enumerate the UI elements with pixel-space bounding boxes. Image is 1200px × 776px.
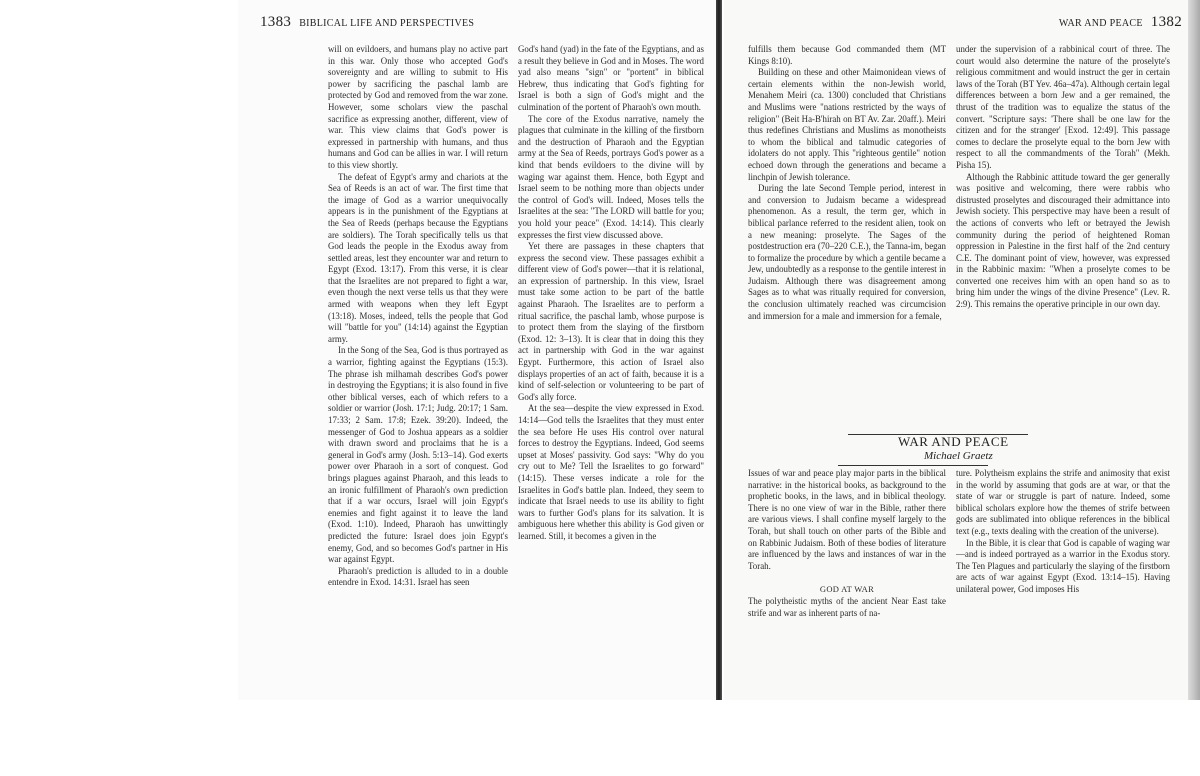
left-running-header	[260, 14, 474, 31]
author-rule	[838, 465, 988, 466]
paragraph: Yet there are passages in these chapters that express the second view. These passages exhibit a different view of God's power—that it is relational, an expression of partnership. In this view, Israel must take some action to be part of the battle against Pharaoh. The Israelites are to perform a ritual sacrifice, the paschal lamb, whose purpose is to protect them from the slaying of the firstborn (Exod. 12: 3–13). It is clear that in doing this they act in partnership with God in the war against Egypt. Furthermore, this action of Israel also displays properties of an act of faith, because it is a kind of self-selection or volunteering to be part of God's ally force.	[518, 241, 704, 402]
section-subhead: GOD AT WAR	[819, 584, 875, 595]
paragraph: During the late Second Temple period, interest in and conversion to Judaism became a widespread phenomenon. As a result, the term ger, which in biblical parlance referred to the resident alien, took on a new meaning: proselyte. The Sages of the postdestruction era (70–220 C.E.), the Tanna-im, began to formalize the procedure by which a gentile became a Jew, undoubtedly as a response to the gentile interest in Judaism. Although there was disagreement among Sages as to what was ritually required for conversion, the conclusion ultimately reached was circumcision and immersion for a male and immersion for a female,	[748, 183, 946, 321]
paragraph: The defeat of Egypt's army and chariots at the Sea of Reeds is an act of war. The first time that the image of God as a warrior unequivocally appears is in the punishment of the Egyptians at the Sea of Reeds (perhaps because the Egyptians are soldiers). The Torah specifically tells us that God leads the people in the Exodus away from settled areas, lest they encounter war and return to Egypt (Exod. 13:17). From this verse, it is clear that the Israelites are not prepared to fight a war, even though the next verse tells us that they were armed with weapons when they left Egypt (13:18). Moses, indeed, tells the people that God will "battle for you" (14:14) against the Egyptian army.	[328, 171, 508, 344]
right-column-1	[748, 44, 946, 322]
article-column-1	[748, 468, 946, 619]
paragraph: At the sea—despite the view expressed in Exod. 14:14—God tells the Israelites that they must enter the sea before He uses His control over natural forces to destroy the Egyptians. Indeed, God seems upset at Moses' passivity. God says: "Why do you cry out to Me? Tell the Israelites to go forward" (14:15). These verses indicate a role for the Israelites in God's battle plan. Indeed, they seem to indicate that Israel needs to use its ability to fight wars to further God's plans for its salvation. It is ambiguous here whether this ability is God given or learned. Still, it becomes a given in the	[518, 403, 704, 541]
page-edge	[1188, 0, 1200, 700]
paragraph: will on evildoers, and humans play no active part in this war. Only those who accepted God's sovereignty and are willing to submit to His power by sacrificing the paschal lamb are protected by God and removed from the war zone. However, some scholars view the paschal sacrifice as expressing another, different, view of war. This view claims that God's power is expressed in partnership with humans, and thus humans and God can be allies in war. I will return to this view shortly.	[328, 44, 508, 170]
left-column-2	[518, 44, 704, 543]
paragraph: In the Bible, it is clear that God is capable of waging war—and is indeed portrayed as a warrior in the Exodus story. The Ten Plagues and particularly the slaying of the firstborn are acts of war against Egypt (Exod. 13:14–15). Having unilateral power, God imposes His	[956, 537, 1170, 594]
right-running-title: WAR AND PEACE	[1058, 18, 1143, 29]
left-column-1	[328, 44, 508, 589]
paragraph: God's hand (yad) in the fate of the Egyptians, and as a result they believe in God and in Moses. The word yad also means "sign" or "portent" in biblical Hebrew, thus indicating that God's fighting for Israel is both a sign of God's might and the culmination of the portent of Pharaoh's own mouth.	[518, 44, 704, 112]
paragraph: ture. Polytheism explains the strife and animosity that exist in the world by assuming that gods are at war, or that the state of war or struggle is part of nature. Indeed, some biblical scholars explore how the themes of strife between gods are sublimated into oblique references in the biblical text (e.g., texts dealing with the creation of the universe).	[956, 468, 1170, 536]
right-column-2	[956, 44, 1170, 311]
paragraph: Issues of war and peace play major parts in the biblical narrative: in the historical books, as background to the prophetic books, in the laws, and in biblical theology. There is no one view of war in the Bible, rather there are various views. I shall confine myself largely to the Torah, but shall touch on other parts of the Bible and on Rabbinic Judaism. Both of these bodies of literature are influenced by the laws and instances of war in the Torah.	[748, 468, 946, 571]
paragraph: under the supervision of a rabbinical court of three. The court would also determine the nature of the proselyte's religious commitment and would instruct the ger in certain laws of the Torah (BT Yev. 46a–47a). Although certain legal differences between a born Jew and a ger remained, the thrust of the tradition was to equalize the status of the convert. "Scripture says: 'There shall be one law for the citizen and for the stranger' [Exod. 12:49]. This passage comes to declare the proselyte equal to the born Jew with respect to all the commandments of the Torah" (Mekh. Pisha 15).	[956, 44, 1170, 170]
paragraph: Although the Rabbinic attitude toward the ger generally was positive and welcoming, there were rabbis who distrusted proselytes and discouraged their admittance into Jewish society. This perspective may have been a result of the actions of converts who left or betrayed the Jewish community during the period of heightened Roman oppression in Palestine in the first half of the 2nd century C.E. The dominant point of view, however, was expressed in the Rabbinic maxim: "When a proselyte comes to be converted one receives him with an open hand so as to bring him under the wings of the divine Presence" (Lev. R. 2:9). This remains the operative principle in our own day.	[956, 171, 1170, 310]
paragraph: The core of the Exodus narrative, namely the plagues that culminate in the killing of the firstborn and the destruction of Pharaoh and the Egyptian army at the Sea of Reeds, portrays God's power as a kind that bends evildoers to the divine will by waging war against them. Hence, both Egypt and Israel seem to be nothing more than objects under the control of God's will. Indeed, Moses tells the Israelites at the sea: "The LORD will battle for you; you hold your peace" (Exod. 14:14). This clearly expresses the first view discussed above.	[518, 113, 704, 240]
book-gutter	[716, 0, 722, 700]
article-author: Michael Graetz	[924, 450, 993, 462]
paragraph: fulfills them because God commanded them (MT Kings 8:10).	[748, 44, 946, 66]
paragraph: Building on these and other Maimonidean views of certain elements within the non-Jewish world, Menahem Meiri (ca. 1300) concluded that Christians and Muslims were "nations restricted by the ways of religion" (Beit Ha-B'hirah on BT Av. Zar. 20aff.). Meiri thus redefines Christians and Muslims as monotheists to whom the biblical and talmudic categories of idolaters do not apply. This "righteous gentile" notion echoed down through the generations and became a linchpin of Jewish tolerance.	[748, 67, 946, 182]
article-title: WAR AND PEACE	[898, 434, 1009, 449]
right-page	[724, 0, 1200, 700]
right-page-number: 1382	[1150, 14, 1182, 30]
left-running-title: BIBLICAL LIFE AND PERSPECTIVES	[299, 18, 475, 29]
left-page-number: 1383	[260, 14, 292, 30]
left-page	[238, 0, 718, 700]
paragraph: In the Song of the Sea, God is thus portrayed as a warrior, fighting against the Egyptians (15:3). The phrase ish milhamah describes God's power in destroying the Egyptians; it is also found in five other biblical verses, each of which refers to a soldier or warrior (Josh. 17:1; Judg. 20:17; 1 Sam. 17:33; 2 Sam. 17:8; Ezek. 39:20). Indeed, the messenger of God to Joshua appears as a soldier with drawn sword and proclaims that he is a general in God's army (Josh. 5:13–14). God exerts power over Pharaoh in a sort of conquest. God brings plagues against Pharaoh, and this leads to an ironic fulfillment of Pharaoh's own prediction that if a war occurs, Israel will join Egypt's enemies and fight against it to leave the land (Exod. 1:10). Indeed, Pharaoh has unwittingly predicted the future: Israel does join Egypt's enemy, God, and so becomes God's partner in His war against Egypt.	[328, 345, 508, 565]
article-column-2	[956, 468, 1170, 596]
right-running-header	[1059, 14, 1182, 31]
paragraph: The polytheistic myths of the ancient Near East take strife and war as inherent parts of na-	[748, 595, 946, 618]
paragraph: Pharaoh's prediction is alluded to in a double entendre in Exod. 14:31. Israel has seen	[328, 565, 508, 588]
